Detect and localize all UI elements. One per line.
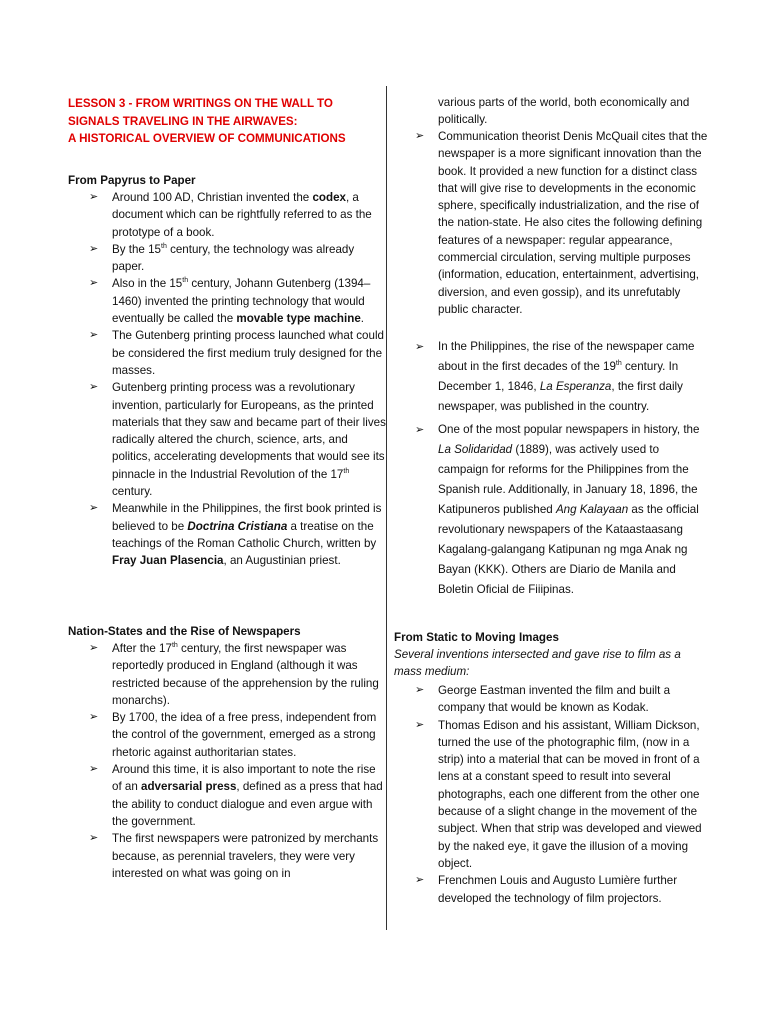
bullet-list-moving-images	[412, 682, 710, 907]
list-item: ➢ Around 100 AD, Christian invented the codex, a document which can be rightfully referred to as the prototype of a book.	[86, 189, 386, 241]
list-item: ➢ The Gutenberg printing process launched what could be considered the first medium truly designed for the masses.	[86, 327, 386, 379]
lesson-title-line-3: A HISTORICAL OVERVIEW OF COMMUNICATIONS	[68, 132, 346, 145]
list-item: ➢ The first newspapers were patronized by merchants because, as perennial travelers, they were very interested on what was going on in	[86, 830, 386, 882]
list-item: ➢ Around this time, it is also important to note the rise of an adversarial press, defined as a press that had the ability to conduct dialogue and even argue with the government.	[86, 761, 386, 830]
section-intro-moving-images: Several inventions intersected and gave rise to film as a mass medium:	[394, 648, 681, 679]
list-item: ➢ Communication theorist Denis McQuail cites that the newspaper is a more significant innovation than the book. It provided a new function for a distinct class that will give rise to developments in the economic sphere, specifically industrialization, and the rise of the nation-state. He also cites the following defining features of a newspaper: regular appearance, commercial circulation, serving multiple purposes (information, education, entertainment, advertising, diversion, and even gossip), and its unrefutably public character.	[412, 128, 710, 318]
bullet-list-papyrus	[86, 189, 386, 570]
list-item: ➢ Gutenberg printing process was a revolutionary invention, particularly for Europeans, as the printed materials that they saw and became part of their lives radically altered the church, science, arts, and politics, accelerating developments that would see its pinnacle in the Industrial Revolution of the 17th century.	[86, 379, 386, 500]
lesson-title-line-1: LESSON 3 - FROM WRITINGS ON THE WALL TO	[68, 97, 333, 110]
list-item: ➢ One of the most popular newspapers in history, the La Solidaridad (1889), was actively used to campaign for reforms for the Philippines from the Spanish rule. Additionally, in January 18, 1896, the Katipuneros published Ang Kalayaan as the official revolutionary newspapers of the Kataastaasang Kagalang-galangang Katipunan ng mga Anak ng Bayan (KKK). Others are Diario de Manila and Boletin Oficial de Fiiipinas.	[412, 420, 710, 600]
list-item: ➢ In the Philippines, the rise of the newspaper came about in the first decades of the 19th century. In December 1, 1846, La Esperanza, the first daily newspaper, was published in the country.	[412, 337, 710, 417]
list-item: ➢ Meanwhile in the Philippines, the first book printed is believed to be Doctrina Cristiana a treatise on the teachings of the Roman Catholic Church, written by Fray Juan Plasencia, an Augustinian priest.	[86, 500, 386, 569]
section-heading-papyrus: From Papyrus to Paper	[68, 174, 196, 187]
list-item: ➢ By 1700, the idea of a free press, independent from the control of the government, emerged as a strong rhetoric against authoritarian states.	[86, 709, 386, 761]
list-item: ➢ After the 17th century, the first newspaper was reportedly produced in England (although it was restricted because of the apprehension by the ruling monarchs).	[86, 640, 386, 709]
list-item: ➢ George Eastman invented the film and built a company that would be known as Kodak.	[412, 682, 710, 717]
continued-text: various parts of the world, both economically and politically.	[438, 96, 690, 127]
lesson-title-line-2: SIGNALS TRAVELING IN THE AIRWAVES:	[68, 114, 298, 128]
list-item: ➢ By the 15th century, the technology was already paper.	[86, 241, 386, 276]
bullet-list-newspapers-left	[86, 640, 386, 882]
section-heading-newspapers: Nation-States and the Rise of Newspapers	[68, 625, 301, 638]
list-item: ➢ Thomas Edison and his assistant, William Dickson, turned the use of the photographic film, (now in a strip) into a material that can be moved in front of a lens at a constant speed to result into several photographs, each one different from the other one because of a slight change in the movement of the subject. When that strip was developed and viewed by the naked eye, it gave the illusion of a moving object.	[412, 717, 710, 873]
list-item: ➢ Frenchmen Louis and Augusto Lumière further developed the technology of film projectors.	[412, 872, 710, 907]
section-heading-moving-images: From Static to Moving Images	[394, 631, 559, 644]
list-item: ➢ Also in the 15th century, Johann Gutenberg (1394–1460) invented the printing technology that would eventually be called the movable type machine.	[86, 275, 386, 327]
column-divider	[386, 86, 387, 930]
bullet-list-newspapers-right	[412, 128, 710, 318]
bullet-list-philippine-newspapers	[412, 337, 710, 600]
lesson-title	[68, 95, 386, 148]
